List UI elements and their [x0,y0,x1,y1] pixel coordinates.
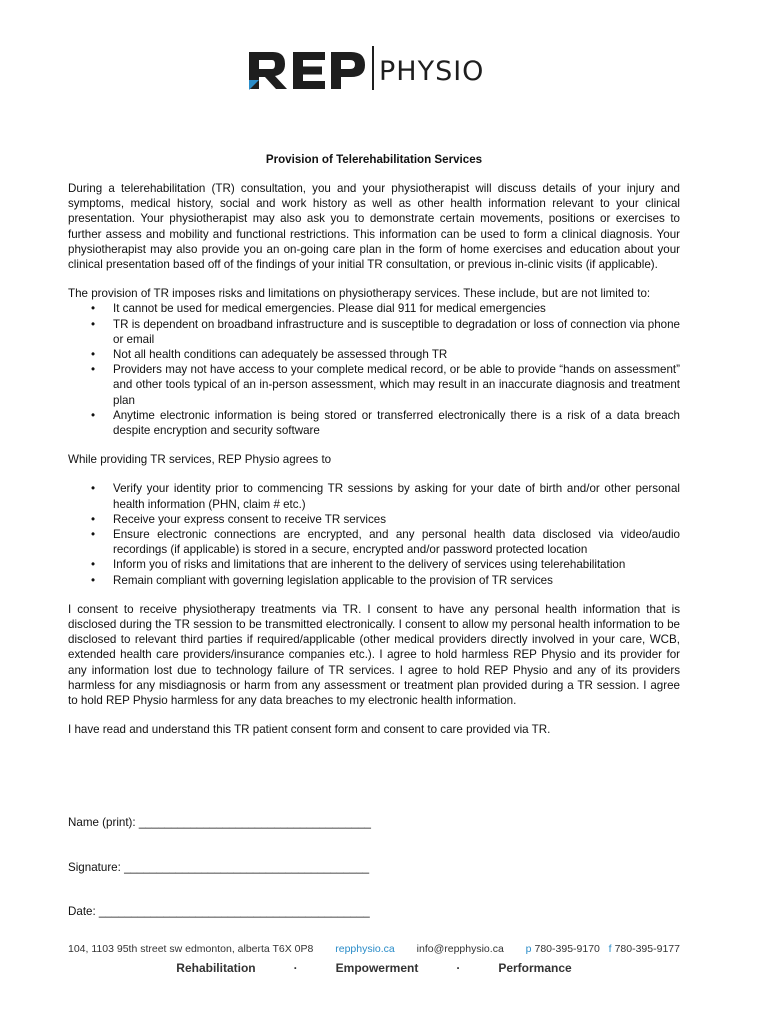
logo-physio-text: PHYSIO [379,56,485,87]
list-item: • Verify your identity prior to commencing TR sessions by asking for your date of birth and/or other personal health information (PHN, claim # etc.) [68,481,680,511]
footer-contact-row [68,943,680,955]
phone-label: p [525,943,532,955]
footer-value: Empowerment [335,961,419,975]
list-item: • Receive your express consent to receive TR services [68,512,680,527]
list-item: • Providers may not have access to your complete medical record, or be able to provide “hands on assessment” and other tools typical of an in-person assessment, which may result in an inaccurate diagnosis and treatment plan [68,362,680,408]
logo-letter-p [331,52,365,89]
logo-divider [372,46,374,90]
footer-value: Rehabilitation [176,961,256,975]
signature-field[interactable]: Signature: ______________________________________ [68,861,370,874]
list-item: • Not all health conditions can adequately be assessed through TR [68,347,680,362]
risks-list [68,301,680,438]
list-item: • Anytime electronic information is being stored or transferred electronically there is a risk of a data breach despite encryption and security software [68,408,680,438]
rep-physio-logo-icon [247,44,503,94]
list-item: • Ensure electronic connections are encrypted, and any personal health data disclosed via video/audio recordings (if applicable) is stored in a secure, encrypted and/or password protected location [68,527,680,557]
logo-letter-e [293,52,325,89]
consent-paragraph: I consent to receive physiotherapy treatments via TR. I consent to have any personal health information that is disclosed during the TR session to be transmitted electronically. I consent to allow my personal health information to be disclosed to relevant third parties if required/applicable (other medical providers directly involved in your care, WCB, extended health care providers/insurance companies etc.). I agree to hold harmless REP Physio and its provider for any information lost due to technology failure of TR services. I agree to hold REP Physio and any of its providers harmless for any misdiagnosis or harm from any assessment or treatment plan provided during a TR session. I agree to hold REP Physio harmless for any data breaches to my electronic health information. [68,602,680,708]
footer-values-row [68,961,680,975]
footer-separator: · [293,961,298,975]
footer-separator: · [456,961,461,975]
page-title: Provision of Telerehabilitation Services [265,153,483,166]
risks-intro: The provision of TR imposes risks and limitations on physiotherapy services. These include, but are not limited to: [68,287,651,301]
list-item: • It cannot be used for medical emergencies. Please dial 911 for medical emergencies [68,301,680,316]
list-item: • TR is dependent on broadband infrastructure and is susceptible to degradation or loss of connection via phone or email [68,317,680,347]
name-print-field[interactable]: Name (print): ____________________________________ [68,816,371,829]
intro-paragraph: During a telerehabilitation (TR) consultation, you and your physiotherapist will discuss details of your injury and symptoms, medical history, social and work history as well as other health information relevant to your clinical presentation. Your physiotherapist may also ask you to demonstrate certain movements, positions or exercises to further assess and mobility and functional restrictions. This information can be used to form a clinical diagnosis. Your physiotherapist may also provide you an on-going care plan in the form of home exercises and education about your clinical presentation based off of the findings of your initial TR consultation, or previous in-clinic visits (if applicable). [68,182,680,272]
acknowledge-paragraph: I have read and understand this TR patient consent form and consent to care provided via TR. [68,723,551,737]
agrees-intro: While providing TR services, REP Physio agrees to [68,453,332,467]
agrees-list [68,481,680,587]
list-item: • Remain compliant with governing legislation applicable to the provision of TR services [68,573,680,588]
fax-label: f [608,943,612,955]
footer-phones [526,943,680,955]
footer [68,943,680,975]
footer-website-link[interactable]: repphysio.ca [335,943,395,955]
footer-email-link[interactable]: info@repphysio.ca [416,943,504,955]
footer-address: 104, 1103 95th street sw edmonton, alberta T6X 0P8 [68,943,314,955]
document-body [68,152,680,752]
logo-letter-r [249,52,287,90]
footer-phone: 780-395-9170 [534,943,600,955]
footer-value: Performance [498,961,572,975]
date-field[interactable]: Date: __________________________________________ [68,905,370,918]
footer-fax: 780-395-9177 [614,943,680,955]
brand-logo [247,44,503,94]
list-item: • Inform you of risks and limitations that are inherent to the delivery of services using telerehabilitation [68,557,680,572]
